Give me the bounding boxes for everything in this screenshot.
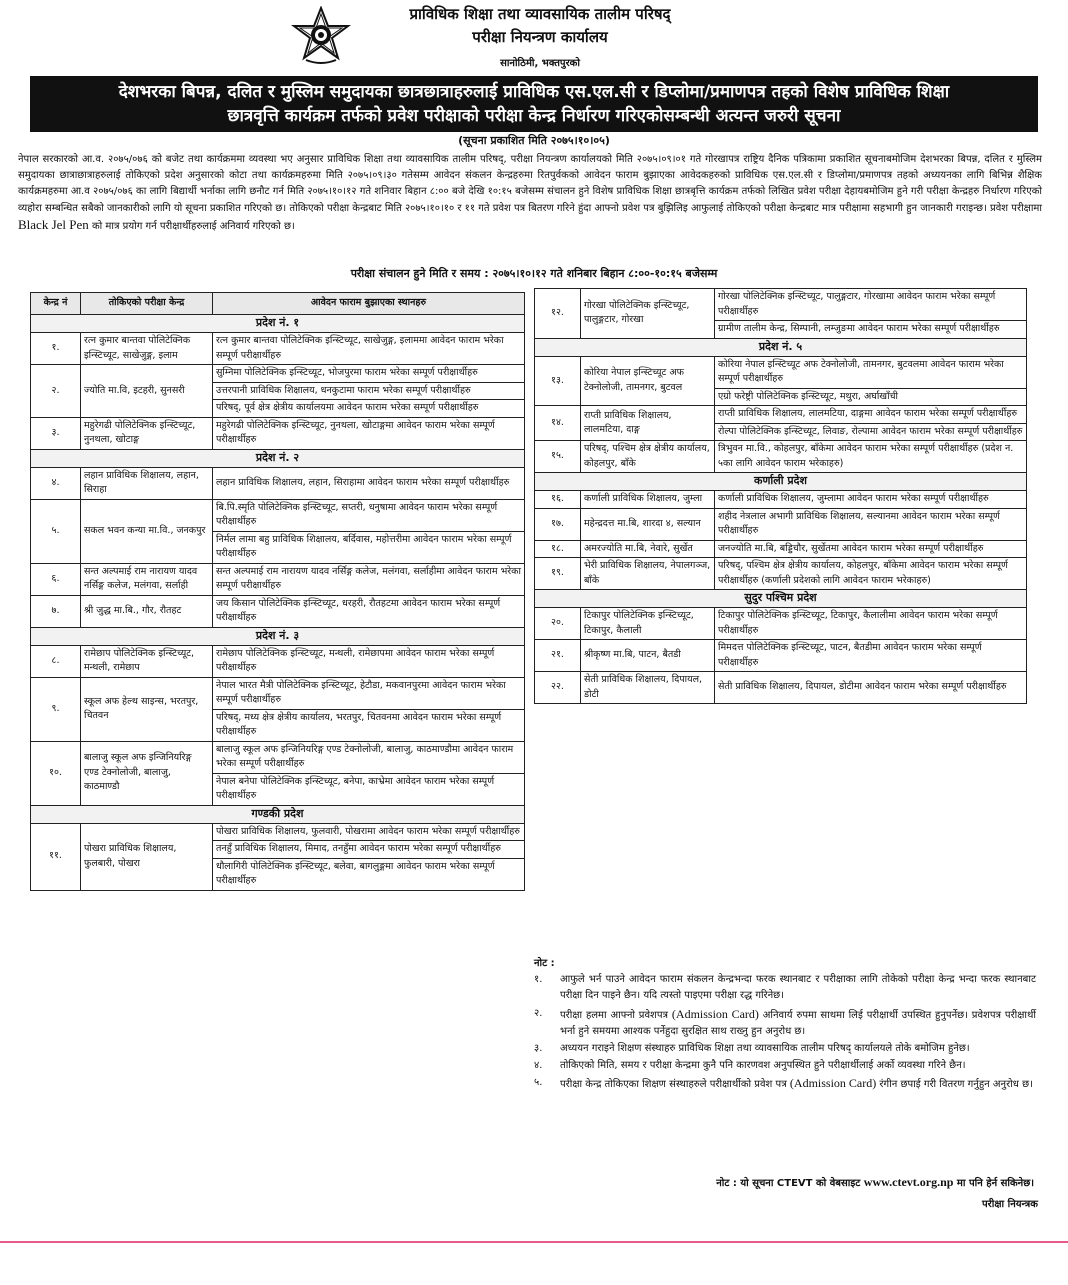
- table-row: [31, 333, 525, 365]
- table-row: [31, 563, 525, 595]
- table-row: [31, 365, 525, 383]
- center-no: ८.: [31, 645, 81, 677]
- note-text: अनिवार्य रुपमा साथमा लिई परीक्षार्थी उपस्थित हुनुपर्नेछ। प्रवेशपत्र परीक्षार्थी भर्ना हुने समयमा आश्यक पर्नेहुदा सुरक्षित साथ राख्नु हुन अनुरोध छ।: [560, 1009, 1036, 1037]
- location: रत्न कुमार बान्तवा पोलिटेक्निक इन्स्टिच्यूट, साखेजुङ्ग, इलाममा आवेदन फाराम भरेका सम्पूर्ण परीक्षार्थीहरु: [213, 333, 525, 365]
- table-row: [535, 672, 1027, 704]
- org-block: [380, 4, 700, 71]
- center-no: ५.: [31, 499, 81, 563]
- exam-center: अमरज्योति मा.बि, नेवारे, सुर्खेत: [581, 540, 715, 558]
- exam-center-table-left: [30, 292, 525, 891]
- center-no: १०.: [31, 741, 81, 805]
- header-center-no: केन्द्र नं: [31, 293, 81, 315]
- admission-card-term: (Admission Card): [789, 1076, 877, 1091]
- location: धौलागिरी पोलिटेक्निक इन्स्टिच्यूट, बलेवा, बागलुङ्गमा आवेदन फाराम भरेका सम्पूर्ण परीक्षार्थीहरु: [213, 858, 525, 890]
- title-line-1: देशभरका बिपन्न, दलित र मुस्लिम समुदायका छात्रछात्राहरुलाई प्राविधिक एस.एल.सी र डिप्लोमा/प्रमाणपत्र तहको विशेष प्राविधिक शिक्षा: [118, 82, 950, 102]
- location: परिषद्, पूर्व क्षेत्र क्षेत्रीय कार्यालयमा आवेदन फाराम भरेका सम्पूर्ण परीक्षार्थीहरु: [213, 400, 525, 418]
- website-link[interactable]: www.ctevt.org.np: [863, 1175, 954, 1189]
- section-gandaki: गण्डकी प्रदेश: [31, 805, 525, 823]
- exam-center: भेरी प्राविधिक शिक्षालय, नेपालगञ्ज, बाँके: [581, 558, 715, 590]
- center-no: १४.: [535, 406, 581, 441]
- note-text: अध्ययन गराइने शिक्षण संस्थाहरु प्राविधिक शिक्षा तथा व्यावसायिक तालीम परिषद् कार्यालयले तोके बमोजिम हुनेछ।: [560, 1043, 970, 1055]
- exam-center: महेन्द्रदत्त मा.बि, शारदा ४, सल्यान: [581, 508, 715, 540]
- note-item: [534, 1041, 1036, 1057]
- org-name: प्राविधिक शिक्षा तथा व्यावसायिक तालीम परिषद्: [409, 5, 671, 23]
- center-no: ३.: [31, 417, 81, 449]
- location: पोखरा प्राविधिक शिक्षालय, फुलवारी, पोखरामा आवेदन फाराम भरेका सम्पूर्ण परीक्षार्थीहरु: [213, 823, 525, 841]
- location: रोल्पा पोलिटेक्निक इन्स्टिच्यूट, लिवाङ, रोल्पामा आवेदन फाराम भरेका सम्पूर्ण परीक्षार्थीहरु: [715, 423, 1027, 441]
- note-text: परीक्षा केन्द्र तोकिएका शिक्षण संस्थाहरुले परीक्षार्थीको प्रवेश पत्र: [560, 1079, 790, 1091]
- center-no: १८.: [535, 540, 581, 558]
- admission-card-term: (Admission Card): [671, 1006, 759, 1021]
- exam-center-table-right: [534, 288, 1027, 704]
- table-row: [31, 741, 525, 773]
- exam-center: राप्ती प्राविधिक शिक्षालय, लालमटिया, दाङ्ग: [581, 406, 715, 441]
- exam-center: सन्त अल्पमाई राम नारायण यादव नर्सिङ्ग कलेज, मलंगवा, सर्लाही: [81, 563, 213, 595]
- location: टिकापुर पोलिटेक्निक इन्स्टिच्यूट, टिकापुर, कैलालीमा आवेदन फाराम भरेका सम्पूर्ण परीक्षार्थीहरु: [715, 608, 1027, 640]
- exam-center: बालाजु स्कूल अफ इन्जिनियरिङ्ग एण्ड टेक्नोलोजी, बालाजु, काठमाण्डौ: [81, 741, 213, 805]
- location: ग्रामीण तालीम केन्द्र, सिम्पानी, लम्जुङमा आवेदन फाराम भरेका सम्पूर्ण परीक्षार्थीहरु: [715, 321, 1027, 339]
- intro-paragraph: [18, 152, 1042, 235]
- section-sudurpaschim: सुदुर पश्चिम प्रदेश: [535, 590, 1027, 608]
- center-no: १५.: [535, 441, 581, 473]
- note-text: आफुले भर्न पाउने आवेदन फाराम संकलन केन्द्रभन्दा फरक स्थानबाट र परीक्षाका लागि तोकेको परीक्षा केन्द्र भन्दा फरक स्थानबाट परीक्षा दिन पाइने छैन। यदि त्यस्तो पाइएमा परीक्षा रद्ध गरिनेछ।: [560, 974, 1036, 1002]
- center-no: १९.: [535, 558, 581, 590]
- exam-center: श्रीकृष्ण मा.बि, पाटन, बैतडी: [581, 640, 715, 672]
- note-number: १.: [534, 974, 543, 986]
- location: परिषद्, मध्य क्षेत्र क्षेत्रीय कार्यालय, भरतपुर, चितवनमा आवेदन फाराम भरेका सम्पूर्ण परीक्षार्थीहरु: [213, 709, 525, 741]
- center-no: २०.: [535, 608, 581, 640]
- exam-center: सेती प्राविधिक शिक्षालय, दिपायल, डोटी: [581, 672, 715, 704]
- center-no: ९.: [31, 677, 81, 741]
- title-line-2: छात्रवृत्ति कार्यक्रम तर्फको प्रवेश परीक्षाको परीक्षा केन्द्र निर्धारण गरिएकोसम्बन्धी अत्यन्त जरुरी सूचना: [227, 106, 841, 126]
- center-no: १.: [31, 333, 81, 365]
- note-number: ४.: [534, 1060, 543, 1072]
- exam-center: गोरखा पोलिटेक्निक इन्स्टिच्यूट, पालुङ्गटार, गोरखा: [581, 289, 715, 339]
- location: गोरखा पोलिटेक्निक इन्स्टिच्यूट, पालुङ्गटार, गोरखामा आवेदन फाराम भरेका सम्पूर्ण परीक्षार्थीहरु: [715, 289, 1027, 321]
- table-row: [535, 608, 1027, 640]
- pen-requirement: Black Jel Pen: [18, 216, 89, 232]
- center-no: १७.: [535, 508, 581, 540]
- header-locations: आवेदन फाराम बुझाएका स्थानहरु: [213, 293, 525, 315]
- header: [0, 0, 1068, 76]
- table-row: [535, 508, 1027, 540]
- note-item: [534, 1006, 1036, 1040]
- exam-center: रत्न कुमार बान्तवा पोलिटेक्निक इन्स्टिच्यूट, साखेजुङ्ग, इलाम: [81, 333, 213, 365]
- notes-list: [534, 972, 1036, 1093]
- location: सन्त अल्पमाई राम नारायण यादव नर्सिङ्ग कलेज, मलंगवा, सर्लाहीमा आवेदन फाराम भरेका सम्पूर्ण परीक्षार्थीहरु: [213, 563, 525, 595]
- table-header-row: [31, 293, 525, 315]
- exam-center: ज्योति मा.वि, इटहरी, सुनसरी: [81, 365, 213, 418]
- note-number: ३.: [534, 1043, 543, 1055]
- location: नेपाल बनेपा पोलिटेक्निक इन्स्टिच्यूट, बनेपा, काभ्रेमा आवेदन फाराम भरेका सम्पूर्ण परीक्षार्थीहरु: [213, 773, 525, 805]
- center-no: १२.: [535, 289, 581, 339]
- table-row: [535, 558, 1027, 590]
- location: महुरेगढी पोलिटेक्निक इन्स्टिच्यूट, नुनथला, खोटाङ्गमा आवेदन फाराम भरेका सम्पूर्ण परीक्षार्थीहरु: [213, 417, 525, 449]
- website-note-tail: मा पनि हेर्न सकिनेछ।: [953, 1178, 1034, 1189]
- exam-center: श्री जुद्ध मा.बि., गौर, रौतहट: [81, 595, 213, 627]
- header-exam-center: तोकिएको परीक्षा केन्द्र: [81, 293, 213, 315]
- location: राप्ती प्राविधिक शिक्षालय, लालमटिया, दाङ्गमा आवेदन फाराम भरेका सम्पूर्ण परीक्षार्थीहरु: [715, 406, 1027, 424]
- publish-date: (सूचना प्रकाशित मिति २०७५।१०।०५): [458, 134, 610, 147]
- note-text: रंगीन छपाई गरी वितरण गर्नुहुन अनुरोध छ।: [876, 1079, 1033, 1091]
- center-no: २१.: [535, 640, 581, 672]
- table-row: [535, 491, 1027, 509]
- pen-tail: को मात्र प्रयोग गर्न परीक्षार्थीहरुलाई अनिवार्य गरिएको छ।: [88, 220, 295, 232]
- exam-center: सकल भवन कन्या मा.वि., जनकपुर: [81, 499, 213, 563]
- table-row: [31, 823, 525, 841]
- center-no: २.: [31, 365, 81, 418]
- center-no: ६.: [31, 563, 81, 595]
- location: सुम्निमा पोलिटेक्निक इन्स्टिच्यूट, भोजपुरमा फाराम भरेका सम्पूर्ण परीक्षार्थीहरु: [213, 365, 525, 383]
- note-text: परीक्षा हलमा आफ्नो प्रवेशपत्र: [560, 1009, 672, 1021]
- website-note-text: नोट : यो सूचना CTEVT को वेबसाइट: [716, 1178, 864, 1189]
- table-row: [31, 677, 525, 709]
- section-province-1: प्रदेश नं. १: [31, 315, 525, 333]
- center-no: २२.: [535, 672, 581, 704]
- location: कोरिया नेपाल इन्स्टिच्यूट अफ टेक्नोलोजी, तामनगर, बुटवलमा आवेदन फाराम भरेका सम्पूर्ण परीक्षार्थीहरु: [715, 356, 1027, 388]
- ctevt-emblem-icon: [290, 6, 352, 68]
- note-item: [534, 972, 1036, 1004]
- table-row: [535, 289, 1027, 321]
- location: नेपाल भारत मैत्री पोलिटेक्निक इन्स्टिच्यूट, हेटौडा, मकवानपुरमा आवेदन फाराम भरेका सम्पूर्ण परीक्षार्थीहरु: [213, 677, 525, 709]
- exam-center: पोखरा प्राविधिक शिक्षालय, फुलबारी, पोखरा: [81, 823, 213, 890]
- location: लहान प्राविधिक शिक्षालय, लहान, सिराहामा आवेदन फाराम भरेका सम्पूर्ण परीक्षार्थीहरु: [213, 467, 525, 499]
- note-number: ५.: [534, 1077, 543, 1089]
- location: तनहुँ प्राविधिक शिक्षालय, मिमाद, तनहुँमा आवेदन फाराम भरेका सम्पूर्ण परीक्षार्थीहरु: [213, 841, 525, 859]
- center-no: ४.: [31, 467, 81, 499]
- center-no: १३.: [535, 356, 581, 406]
- exam-center: लहान प्राविधिक शिक्षालय, लहान, सिराहा: [81, 467, 213, 499]
- bottom-divider: [0, 1241, 1068, 1243]
- location: एग्रो फरेष्ट्री पोलिटेक्निक इन्स्टिच्यूट, मथुरा, अर्घाखाँची: [715, 388, 1027, 406]
- section-province-5: प्रदेश नं. ५: [535, 338, 1027, 356]
- exam-center: महुरेगढी पोलिटेक्निक इन्स्टिच्यूट, नुनथला, खोटाङ्ग: [81, 417, 213, 449]
- location: मिमदत्त पोलिटेक्निक इन्स्टिच्यूट, पाटन, बैतडीमा आवेदन फाराम भरेका सम्पूर्ण परीक्षार्थीहरु: [715, 640, 1027, 672]
- office-name: परीक्षा नियन्त्रण कार्यालय: [472, 28, 608, 46]
- location: बालाजु स्कूल अफ इन्जिनियरिङ्ग एण्ड टेक्नोलोजी, बालाजु, काठमाण्डौमा आवेदन फाराम भरेका सम्पूर्ण परीक्षार्थीहरु: [213, 741, 525, 773]
- exam-center: कोरिया नेपाल इन्स्टिच्यूट अफ टेक्नोलोजी, तामनगर, बुटवल: [581, 356, 715, 406]
- office-address: सानोठिमी, भक्तपुरको: [500, 58, 580, 69]
- location: शहीद नेत्रलाल अभागी प्राविधिक शिक्षालय, सल्यानमा आवेदन फाराम भरेका सम्पूर्ण परीक्षार्थीहरु: [715, 508, 1027, 540]
- table-row: [535, 356, 1027, 388]
- location: निर्मल लामा बहु प्राविधिक शिक्षालय, बर्दिवास, महोत्तरीमा आवेदन फाराम भरेका सम्पूर्ण परीक्षार्थीहरु: [213, 531, 525, 563]
- location: बि.पि.स्मृति पोलिटेक्निक इन्स्टिच्यूट, सप्तरी, धनुषामा आवेदन फाराम भरेका सम्पूर्ण परीक्षार्थीहरु: [213, 499, 525, 531]
- section-karnali: कर्णाली प्रदेश: [535, 473, 1027, 491]
- note-item: [534, 1075, 1036, 1093]
- location: त्रिभुवन मा.वि., कोहलपुर, बाँकेमा आवेदन फाराम भरेका सम्पूर्ण परीक्षार्थीहरु (प्रदेश न. ५का लागि आवेदन फाराम भरेकाहरु): [715, 441, 1027, 473]
- location: परिषद्, पश्चिम क्षेत्र क्षेत्रीय कार्यालय, कोहलपुर, बाँकेमा आवेदन फाराम भरेका सम्पूर्ण परीक्षार्थीहरु (कर्णाली प्रदेशको लागि आवेदन फाराम भरेकाहरु): [715, 558, 1027, 590]
- note-text: तोकिएको मिति, समय र परीक्षा केन्द्रमा कुनै पनि कारणवश अनुपस्थित हुने परीक्षार्थीलाई अर्को व्यवस्था गरिने छैन।: [560, 1060, 966, 1072]
- location: सेती प्राविधिक शिक्षालय, दिपायल, डोटीमा आवेदन फाराम भरेका सम्पूर्ण परीक्षार्थीहरु: [715, 672, 1027, 704]
- location: जय किसान पोलिटेक्निक इन्स्टिच्यूट, धरहरी, रौतहटमा आवेदन फाराम भरेका सम्पूर्ण परीक्षार्थीहरु: [213, 595, 525, 627]
- center-no: ११.: [31, 823, 81, 890]
- notes-heading: नोट :: [534, 958, 555, 969]
- table-row: [535, 640, 1027, 672]
- exam-center: रामेछाप पोलिटेक्निक इन्स्टिच्यूट, मन्थली, रामेछाप: [81, 645, 213, 677]
- section-province-2: प्रदेश नं. २: [31, 449, 525, 467]
- exam-center: टिकापुर पोलिटेक्निक इन्स्टिच्यूट, टिकापुर, कैलाली: [581, 608, 715, 640]
- exam-center: परिषद्, पश्चिम क्षेत्र क्षेत्रीय कार्यालय, कोहलपुर, बाँके: [581, 441, 715, 473]
- notes-section: [534, 956, 1036, 1095]
- note-item: [534, 1058, 1036, 1074]
- notice-title: [30, 76, 1038, 132]
- table-row: [535, 406, 1027, 424]
- location: उत्तरपानी प्राविधिक शिक्षालय, धनकुटामा फाराम भरेका सम्पूर्ण परीक्षार्थीहरु: [213, 382, 525, 400]
- exam-center: कर्णाली प्राविधिक शिक्षालय, जुम्ला: [581, 491, 715, 509]
- location: कर्णाली प्राविधिक शिक्षालय, जुम्लामा आवेदन फाराम भरेका सम्पूर्ण परीक्षार्थीहरु: [715, 491, 1027, 509]
- exam-center: स्कूल अफ हेल्थ साइन्स, भरतपुर, चितवन: [81, 677, 213, 741]
- table-row: [31, 417, 525, 449]
- table-row: [535, 441, 1027, 473]
- intro-text: नेपाल सरकारको आ.व. २०७५/०७६ को बजेट तथा कार्यक्रममा व्यवस्था भए अनुसार प्राविधिक शिक्षा तथा व्यावसायिक तालीम परिषद्, परीक्षा नियन्त्रण कार्यालयको मिति २०७५।०९।०१ गते गोरखापत्र राष्ट्रिय दैनिक पत्रिकामा प्रकाशित सूचनाबमोजिम देशभरका बिपन्न, दलित र मुस्लिम समुदायका छात्राछात्राहरुलाई तोकिएको प्रदेश अनुसारको कोटा तथा कार्यक्रमहरुमा मिति २०७५।०९।३० गतेसम्म आवेदन संकलन केन्द्रहरुमा रितपुर्वकको आवेदन फाराम बुझाएका आवेदकहरुको प्राविधिक एस.एल.सी र डिप्लोमा/प्रमाणपत्र तहको अध्ययनका लागि बिभिन्न शैक्षिक कार्यक्रमहरुमा आ.व २०७५/०७६ का लागि बिद्यार्थी भर्नाका लागि छनौट गर्न मिति २०७५।१०।१२ गते शनिवार बिहान ८:०० बजे देखि १०:१५ बजेसम्म संचालन हुने विशेष प्राविधिक शिक्षा छात्रबृत्ति कार्यक्रम तर्फको लिखित प्रवेश परीक्षा देहायबमोजिम हुने गरी परीक्षा केन्द्रहरु निर्धारण गरिएको व्यहोरा सम्बन्धित सबैको जानकारीको लागि यो सूचना प्रकाशित गरिएको छ। तोकिएको परीक्षा केन्द्रबाट मिति २०७५।१०।१० र ११ गते प्रवेश पत्र बितरण गरिने हुंदा आफ्नो प्रवेश पत्र बुझिलिइ आफुलाई तोकिएको परीक्षा केन्द्रबाट मात्र परीक्षामा सहभागी हुन जानकारी गराइन्छ। प्रवेश परीक्षामा: [18, 154, 1042, 214]
- table-row: [31, 467, 525, 499]
- table-row: [31, 645, 525, 677]
- location: जनज्योति मा.बि, बड्डिचौर, सुर्खेतमा आवेदन फाराम भरेका सम्पूर्ण परीक्षार्थीहरु: [715, 540, 1027, 558]
- note-number: २.: [534, 1007, 543, 1019]
- exam-schedule: परीक्षा संचालन हुने मिति र समय : २०७५।१०।१२ गते शनिबार बिहान ८:००-१०:१५ बजेसम्म: [350, 267, 718, 280]
- center-no: ७.: [31, 595, 81, 627]
- table-row: [31, 499, 525, 531]
- table-row: [535, 540, 1027, 558]
- section-province-3: प्रदेश नं. ३: [31, 627, 525, 645]
- center-no: १६.: [535, 491, 581, 509]
- signatory: परीक्षा नियन्त्रक: [982, 1199, 1038, 1210]
- location: रामेछाप पोलिटेक्निक इन्स्टिच्यूट, मन्थली, रामेछापमा आवेदन फाराम भरेका सम्पूर्ण परीक्षार्थीहरु: [213, 645, 525, 677]
- website-note: [534, 1175, 1034, 1190]
- table-row: [31, 595, 525, 627]
